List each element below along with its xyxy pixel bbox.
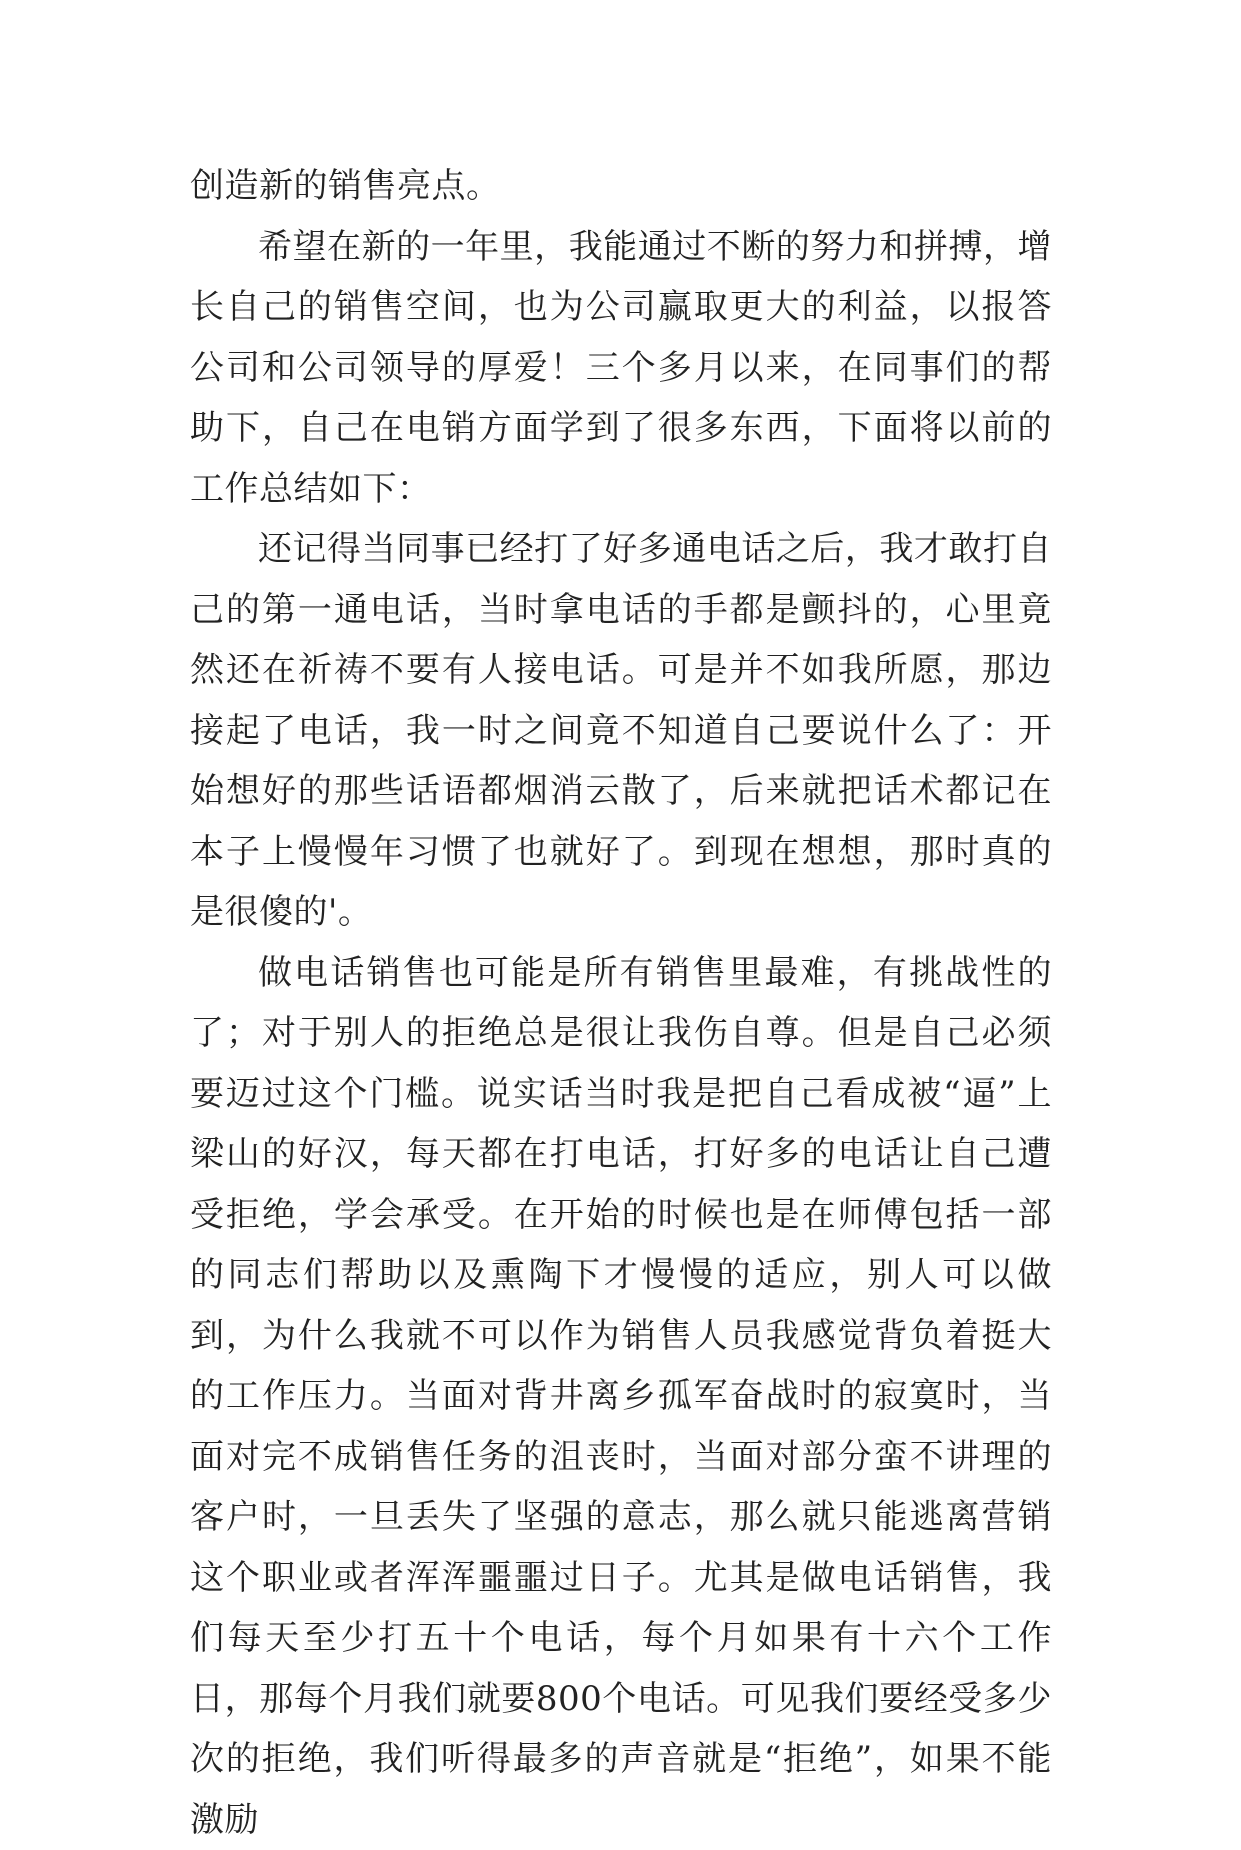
document-body [190, 156, 1052, 1850]
paragraph-4: 做电话销售也可能是所有销售里最难，有挑战性的了；对于别人的拒绝总是很让我伤自尊。但是自己必须要迈过这个门槛。说实话当时我是把自己看成被“逼”上梁山的好汉，每天都在打电话，打好多的电话让自己遭受拒绝，学会承受。在开始的时候也是在师傅包括一部的同志们帮助以及熏陶下才慢慢的适应，别人可以做到，为什么我就不可以作为销售人员我感觉背负着挺大的工作压力。当面对背井离乡孤军奋战时的寂寞时，当面对完不成销售任务的沮丧时，当面对部分蛮不讲理的客户时，一旦丢失了坚强的意志，那么就只能逃离营销这个职业或者浑浑噩噩过日子。尤其是做电话销售，我们每天至少打五十个电话，每个月如果有十六个工作日，那每个月我们就要800个电话。可见我们要经受多少次的拒绝，我们听得最多的声音就是“拒绝”，如果不能激励 [190, 943, 1052, 1850]
paragraph-1: 创造新的销售亮点。 [190, 156, 1052, 217]
paragraph-3: 还记得当同事已经打了好多通电话之后，我才敢打自己的第一通电话，当时拿电话的手都是颤抖的，心里竟然还在祈祷不要有人接电话。可是并不如我所愿，那边接起了电话，我一时之间竟不知道自己要说什么了：开始想好的那些话语都烟消云散了，后来就把话术都记在本子上慢慢年习惯了也就好了。到现在想想，那时真的是很傻的'。 [190, 519, 1052, 943]
paragraph-2: 希望在新的一年里，我能通过不断的努力和拼搏，增长自己的销售空间，也为公司赢取更大的利益，以报答公司和公司领导的厚爱！三个多月以来，在同事们的帮助下，自己在电销方面学到了很多东西，下面将以前的工作总结如下： [190, 217, 1052, 520]
